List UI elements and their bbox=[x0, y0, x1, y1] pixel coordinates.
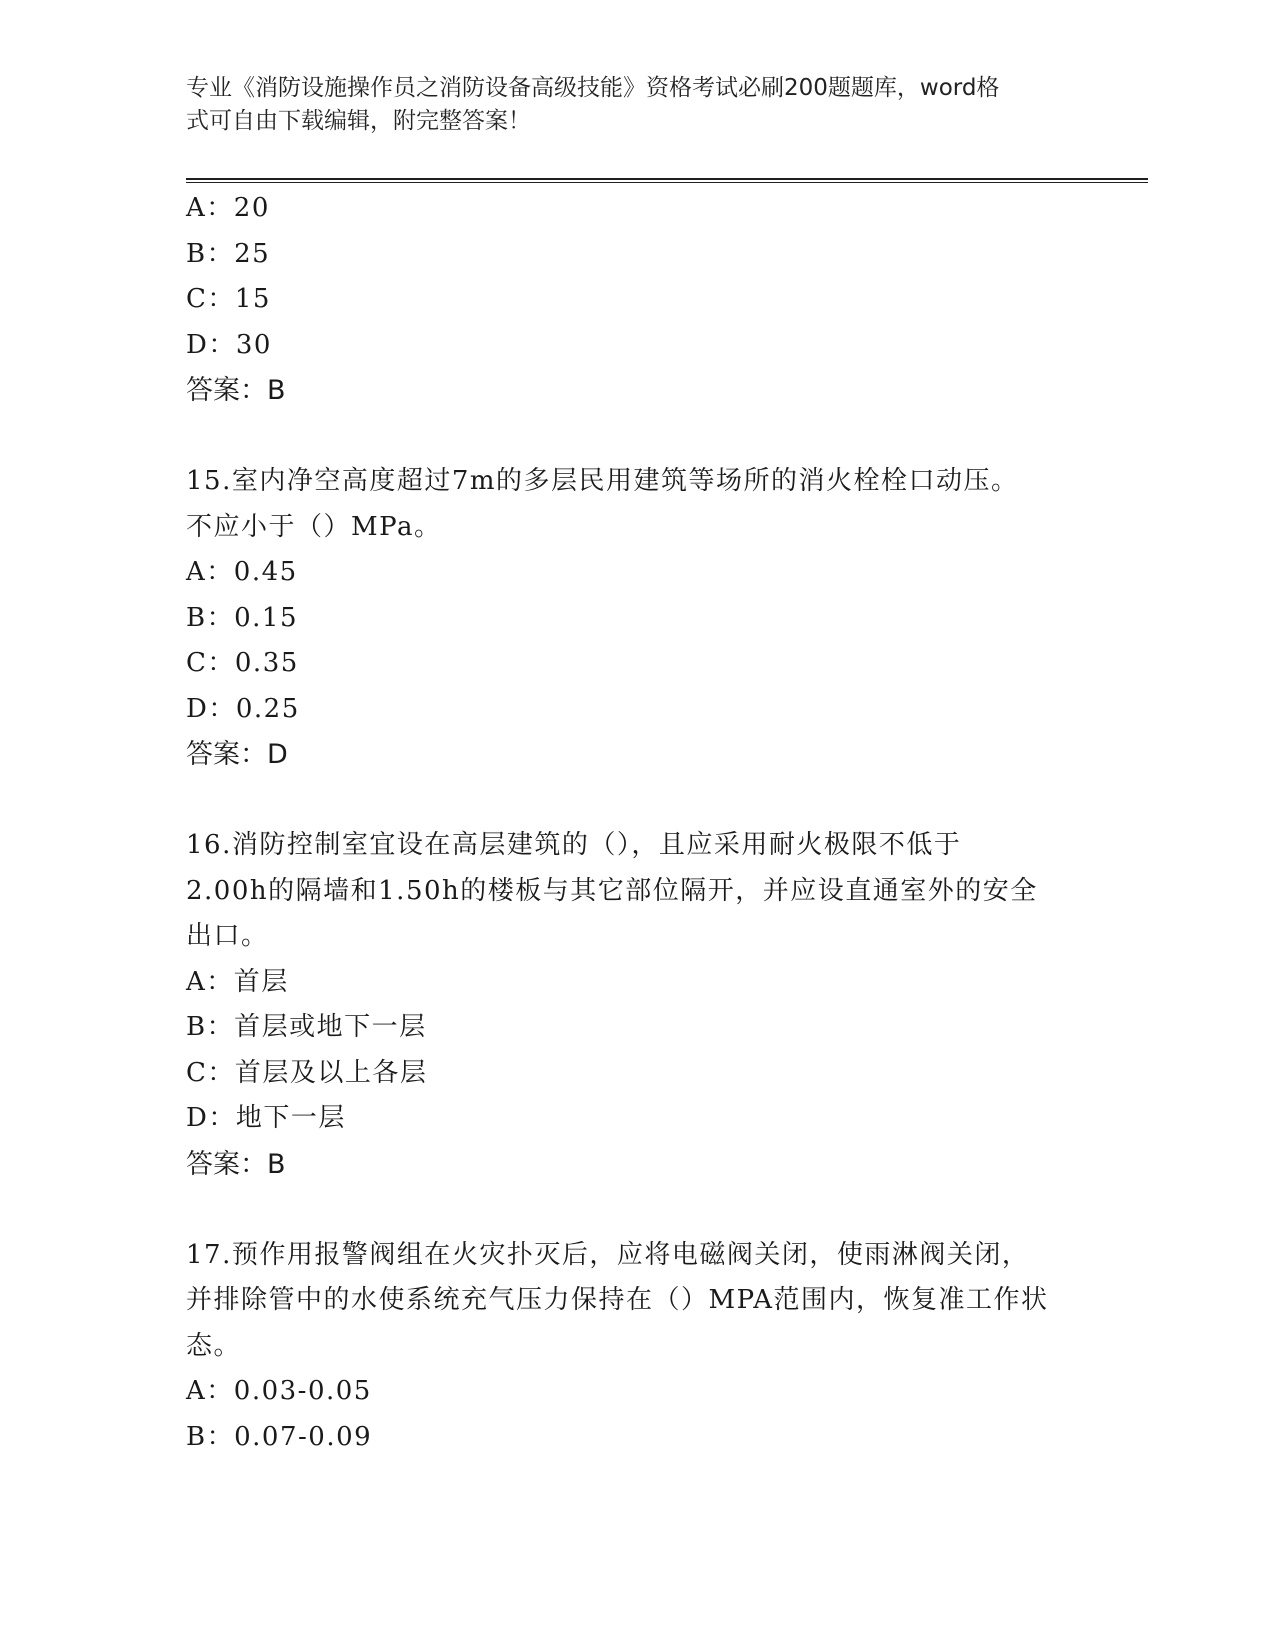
question-spacer bbox=[186, 778, 1086, 824]
question-text-line: 16.消防控制室宜设在高层建筑的（），且应采用耐火极限不低于 bbox=[186, 830, 962, 860]
option-c: C：0.35 bbox=[186, 648, 299, 678]
question-text-line: 2.00h的隔墙和1.50h的楼板与其它部位隔开，并应设直通室外的安全 bbox=[186, 875, 1038, 906]
answer-line: 答案：B bbox=[186, 1148, 286, 1180]
document-header bbox=[186, 72, 1076, 138]
header-divider-thick bbox=[186, 178, 1148, 180]
answer-line: 答案：D bbox=[186, 739, 288, 770]
option-a: A：首层 bbox=[186, 966, 289, 997]
option-c: C：15 bbox=[186, 284, 271, 314]
question-list bbox=[186, 186, 1086, 1460]
question-spacer bbox=[186, 414, 1086, 460]
question-15 bbox=[186, 459, 1086, 778]
question-text-line: 15.室内净空高度超过7m的多层民用建筑等场所的消火栓栓口动压。 bbox=[186, 466, 1019, 496]
option-b: B：首层或地下一层 bbox=[186, 1012, 427, 1042]
option-b: B：25 bbox=[186, 238, 271, 269]
question-16 bbox=[186, 823, 1086, 1187]
question-text-line: 态。 bbox=[186, 1330, 242, 1361]
option-d: D：0.25 bbox=[186, 693, 300, 724]
option-c: C：首层及以上各层 bbox=[186, 1057, 428, 1088]
question-17 bbox=[186, 1233, 1086, 1461]
option-a: A：0.45 bbox=[186, 557, 298, 587]
question-spacer bbox=[186, 1187, 1086, 1233]
question-text-line: 17.预作用报警阀组在火灾扑灭后，应将电磁阀关闭，使雨淋阀关闭， bbox=[186, 1239, 1030, 1270]
option-a: A：20 bbox=[186, 193, 270, 223]
question-text-line: 出口。 bbox=[186, 921, 269, 951]
option-d: D：30 bbox=[186, 329, 272, 360]
option-b: B：0.07-0.09 bbox=[186, 1421, 373, 1452]
option-a: A：0.03-0.05 bbox=[186, 1376, 372, 1406]
option-d: D：地下一层 bbox=[186, 1103, 346, 1133]
question-text-line: 不应小于（）MPa。 bbox=[186, 511, 442, 542]
option-b: B：0.15 bbox=[186, 602, 298, 633]
header-line-1: 专业《消防设施操作员之消防设备高级技能》资格考试必刷200题题库，word格 bbox=[186, 75, 1000, 101]
header-divider-thin bbox=[186, 182, 1148, 183]
question-text-line: 并排除管中的水使系统充气压力保持在（）MPA范围内，恢复准工作状 bbox=[186, 1285, 1049, 1315]
header-line-2: 式可自由下载编辑，附完整答案！ bbox=[186, 108, 531, 134]
answer-line: 答案：B bbox=[186, 375, 286, 406]
question-14-continued bbox=[186, 186, 1086, 414]
